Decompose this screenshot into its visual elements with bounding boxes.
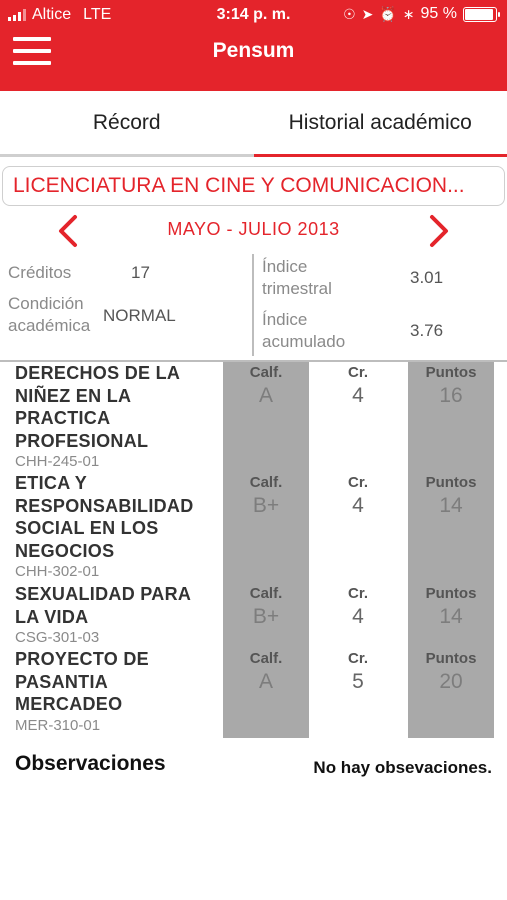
condicion-value: NORMAL <box>103 306 176 325</box>
list-item[interactable] <box>0 472 507 582</box>
calf-header: Calf. <box>249 585 283 602</box>
course-grade: B+ <box>252 605 280 628</box>
carrier-name: Altice <box>32 6 72 23</box>
cr-header: Cr. <box>347 364 368 381</box>
cr-header: Cr. <box>347 650 368 667</box>
condicion-label: Condición académica <box>8 294 91 335</box>
status-bar <box>0 0 507 30</box>
course-grade: A <box>258 670 273 693</box>
status-time: 3:14 p. m. <box>216 6 291 23</box>
observations-title: Observaciones <box>15 752 166 775</box>
course-points: 20 <box>439 670 463 693</box>
puntos-header: Puntos <box>425 474 477 491</box>
course-name: ETICA Y RESPONSABILIDAD SOCIAL EN LOS NEGOCIOS <box>15 473 194 561</box>
list-item[interactable] <box>0 648 507 738</box>
course-list <box>0 362 507 738</box>
course-credits: 4 <box>352 384 364 407</box>
course-code: MER-310-01 <box>15 717 101 734</box>
summary-divider <box>252 254 254 356</box>
course-name: PROYECTO DE PASANTIA MERCADEO <box>15 649 149 714</box>
course-code: CHH-302-01 <box>15 563 100 580</box>
course-credits: 4 <box>352 494 364 517</box>
creditos-label: Créditos <box>8 263 72 282</box>
calf-header: Calf. <box>249 650 283 667</box>
screen-lock-icon: ☉ <box>343 5 356 22</box>
course-name: DERECHOS DE LA NIÑEZ EN LA PRACTICA PROFESIONAL <box>15 363 180 451</box>
cr-header: Cr. <box>347 474 368 491</box>
list-item[interactable] <box>0 583 507 648</box>
list-item[interactable] <box>0 362 507 472</box>
puntos-header: Puntos <box>425 364 477 381</box>
status-icons <box>343 5 497 23</box>
page-title: Pensum <box>212 39 295 62</box>
indice-acumulado-value: 3.76 <box>410 321 444 340</box>
app-header <box>0 0 507 91</box>
course-code: CSG-301-03 <box>15 629 100 646</box>
period-label: MAYO - JULIO 2013 <box>167 219 340 239</box>
course-points: 14 <box>439 494 463 517</box>
course-name: SEXUALIDAD PARA LA VIDA <box>15 584 191 627</box>
indice-acumulado-label: Índice acumulado <box>262 310 346 351</box>
course-credits: 4 <box>352 605 364 628</box>
tab-bar <box>0 91 507 157</box>
cr-header: Cr. <box>347 585 368 602</box>
course-grade: A <box>258 384 273 407</box>
battery-icon <box>463 7 497 22</box>
puntos-header: Puntos <box>425 585 477 602</box>
bluetooth-icon: ∗ <box>402 5 415 22</box>
program-selector[interactable]: LICENCIATURA EN CINE Y COMUNICACION... <box>2 166 505 206</box>
battery-percent: 95 % <box>420 5 457 22</box>
next-period-button[interactable] <box>424 213 454 249</box>
chevron-right-icon <box>424 213 454 249</box>
location-icon: ➤ <box>361 5 374 22</box>
calf-header: Calf. <box>249 474 283 491</box>
academic-summary <box>0 252 507 362</box>
puntos-header: Puntos <box>425 650 477 667</box>
indice-trimestral-label: Índice trimestral <box>262 257 332 298</box>
tab-record[interactable]: Récord <box>92 110 161 134</box>
course-points: 14 <box>439 605 463 628</box>
observations-text: No hay obsevaciones. <box>313 758 492 777</box>
creditos-value: 17 <box>131 263 150 282</box>
alarm-icon: ⏰ <box>379 5 397 22</box>
network-type: LTE <box>83 6 112 23</box>
tab-historial-academico[interactable]: Historial académico <box>254 91 507 154</box>
indice-trimestral-value: 3.01 <box>410 268 444 287</box>
calf-header: Calf. <box>249 364 283 381</box>
course-code: CHH-245-01 <box>15 453 100 470</box>
course-credits: 5 <box>352 670 364 693</box>
course-grade: B+ <box>252 494 280 517</box>
course-points: 16 <box>439 384 463 407</box>
